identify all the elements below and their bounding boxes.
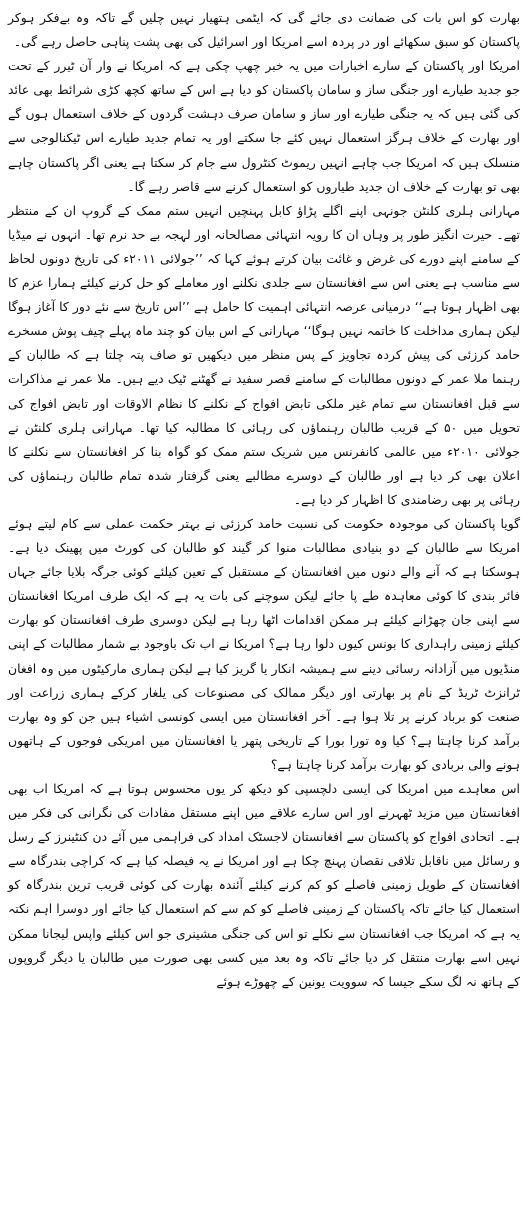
- urdu-article: [8, 6, 520, 994]
- article-paragraph: بھارت کو اس بات کی ضمانت دی جائے گی کہ ایٹمی ہتھیار نہیں چلیں گے تاکہ وہ بےفکر ہوکر پاکستان کو سبق سکھائے اور در پردہ اسے امریکا اور اسرائیل کی بھی پشت پناہی حاصل رہے گی۔: [8, 10, 520, 50]
- article-paragraph: اس معاہدے میں امریکا کی ایسی دلچسپی کو دیکھ کر یوں محسوس ہوتا ہے کہ امریکا اب بھی افغانستان میں مزید ٹھہرنے اور اس سارے علاقے میں اپنے مستقل مفادات کی نگرانی کی فکر میں ہے۔ اتحادی افواج کو پاکستان سے افغانستان لاجسٹک امداد کی فراہمی میں آئے دن کنٹینرز کے رسل و رسائل میں ناقابل تلافی نقصان پہنچ چکا ہے اور امریکا نے یہ فیصلہ کیا ہے کہ کراچی بندرگاہ سے افغانستان کے طویل زمینی فاصلے کو کم کرنے کیلئے آئندہ بھارت کی کوئی قریب ترین بندرگاہ کو استعمال کیا جائے تاکہ پاکستان کے زمینی فاصلے کو کم سے کم استعمال کیا جائے اور دوسرا اہم نکتہ یہ ہے کہ امریکا جب افغانستان سے نکلے تو اس کی جنگی مشینری جو اس کیلئے واپس لیجانا ممکن نہیں اسے بھارت منتقل کر دیا جائے تاکہ وہ بعد میں کسی بھی صورت میں طالبان یا دیگر گروپوں کے ہاتھ نہ لگ سکے جیسا کہ سوویت یونین کے چھوڑے ہوئے: [8, 781, 520, 989]
- article-paragraph: امریکا اور پاکستان کے سارے اخبارات میں یہ خبر چھپ چکی ہے کہ امریکا نے وار آن ٹیرر کے تحت جو جدید طیارے اور جنگی ساز و سامان پاکستان کو دیا ہے اس کے ساتھ کچھ کڑی شرائط بھی عائد کی گئی ہیں کہ یہ جنگی طیارے اور ساز و سامان صرف دہشت گردوں کے خلاف استعمال ہوں گے اور بھارت کے خلاف ہرگز استعمال نہیں کئے جا سکتے اور یہ تمام جدید طیارے اس ٹیکنالوجی سے منسلک ہیں کہ امریکا جب چاہے انہیں ریموٹ کنٹرول سے جام کر سکتا ہے یعنی اگر پاکستان چاہے بھی تو بھارت کے خلاف ان جدید طیاروں کو استعمال کرنے سے قاصر رہے گا۔: [8, 58, 520, 194]
- article-paragraph: گویا پاکستان کی موجودہ حکومت کی نسبت حامد کرزئی نے بہتر حکمت عملی سے کام لیتے ہوئے امریکا سے طالبان کے دو بنیادی مطالبات منوا کر گیند کو طالبان کی کورٹ میں پھینک دیا ہے۔ ہوسکتا ہے کہ آنے والے دنوں میں افغانستان کے مستقبل کے تعین کیلئے کوئی جرگہ بلایا جائے جہاں فائر بندی کا کوئی معاہدہ طے پا جائے لیکن سوچنے کی بات یہ ہے کہ ایک طرف امریکا افغانستان سے اپنی جان چھڑانے کیلئے ہر ممکن اقدامات اٹھا رہا ہے لیکن دوسری طرف افغانستان کو بھارت کیلئے زمینی راہداری کا بونس کیوں دلوا رہا ہے؟ امریکا نے اب تک باوجود بے شمار مطالبات کے اپنی منڈیوں میں آزادانہ رسائی دینے سے ہمیشہ انکار یا گریز کیا ہے لیکن ہماری مارکیٹوں میں وہ افغان ٹرانزٹ ٹریڈ کے نام پر بھارتی اور دیگر ممالک کی مصنوعات کی یلغار کرکے ہماری زراعت اور صنعت کو برباد کرنے پر تلا ہوا ہے۔ آخر افغانستان میں ایسی کونسی اشیاء ہیں جن کو وہ بھارت برآمد کرنا چاہتا ہے؟ کیا وہ تورا بورا کے تاریخی پتھر یا افغانستان میں امریکی فوجوں کے ہاتھوں ہونے والی بربادی کو بھارت برآمد کرنا چاہتا ہے؟: [8, 515, 520, 772]
- article-paragraph: مہارانی ہلری کلنٹن جونہی اپنے اگلے پڑاؤ کابل پہنچیں انہیں ستم ممک کے گروپ ان کے منتظر تھے۔ حیرت انگیز طور پر وہاں ان کا رویہ انتہائی مصالحانہ اور لہجہ بے حد نرم تھا۔ انہوں نے میڈیا کے سامنے اپنے دورے کی غرض و غائت بیان کرتے ہوئے کہا کہ ’’جولائی ۲۰۱۱ء کی تاریخ دونوں لحاظ سے مناسب ہے یعنی اس سے افغانستان سے جلدی نکلنے اور معاملے کو حل کرنے کیلئے ہمارا عزم کا بھی اظہار ہوتا ہے‘‘ درمیانی عرصہ انتہائی اہمیت کا حامل ہے ’’اس تاریخ سے نئے دور کا آغاز ہوگا لیکن ہماری مداخلت کا خاتمہ نہیں ہوگا‘‘ مہارانی کے اس بیان کو چند ماہ پہلے چیف پوش مسخرے حامد کرزئی کی پیش کردہ تجاویز کے پس منظر میں دیکھیں تو صاف پتہ چلتا ہے کہ طالبان کے رہنما ملا عمر کے دونوں مطالبات کے سامنے قصر سفید نے گھٹنے ٹیک دیے ہیں۔ ملا عمر نے مذاکرات سے قبل افغانستان سے تمام غیر ملکی تابض افواج کے نکلنے کا نظام الاوقات اور تابض افواج کی تحویل میں ۵۰ کے قریب طالبان رہنماؤں کی رہائی کا مطالبہ کیا تھا۔ مہارانی ہلری کلنٹن نے جولائی ۲۰۱۰ء میں عالمی کانفرنس میں شریک ستم ممک کو گواہ بنا کر افغانستان سے نکلنے کا اعلان بھی کر دیا ہے اور طالبان کے دوسرے مطالبے یعنی گرفتار شدہ تمام طالبان رہنماؤں کی رہائی پر بھی رضامندی کا اظہار کر دیا ہے۔: [8, 202, 521, 507]
